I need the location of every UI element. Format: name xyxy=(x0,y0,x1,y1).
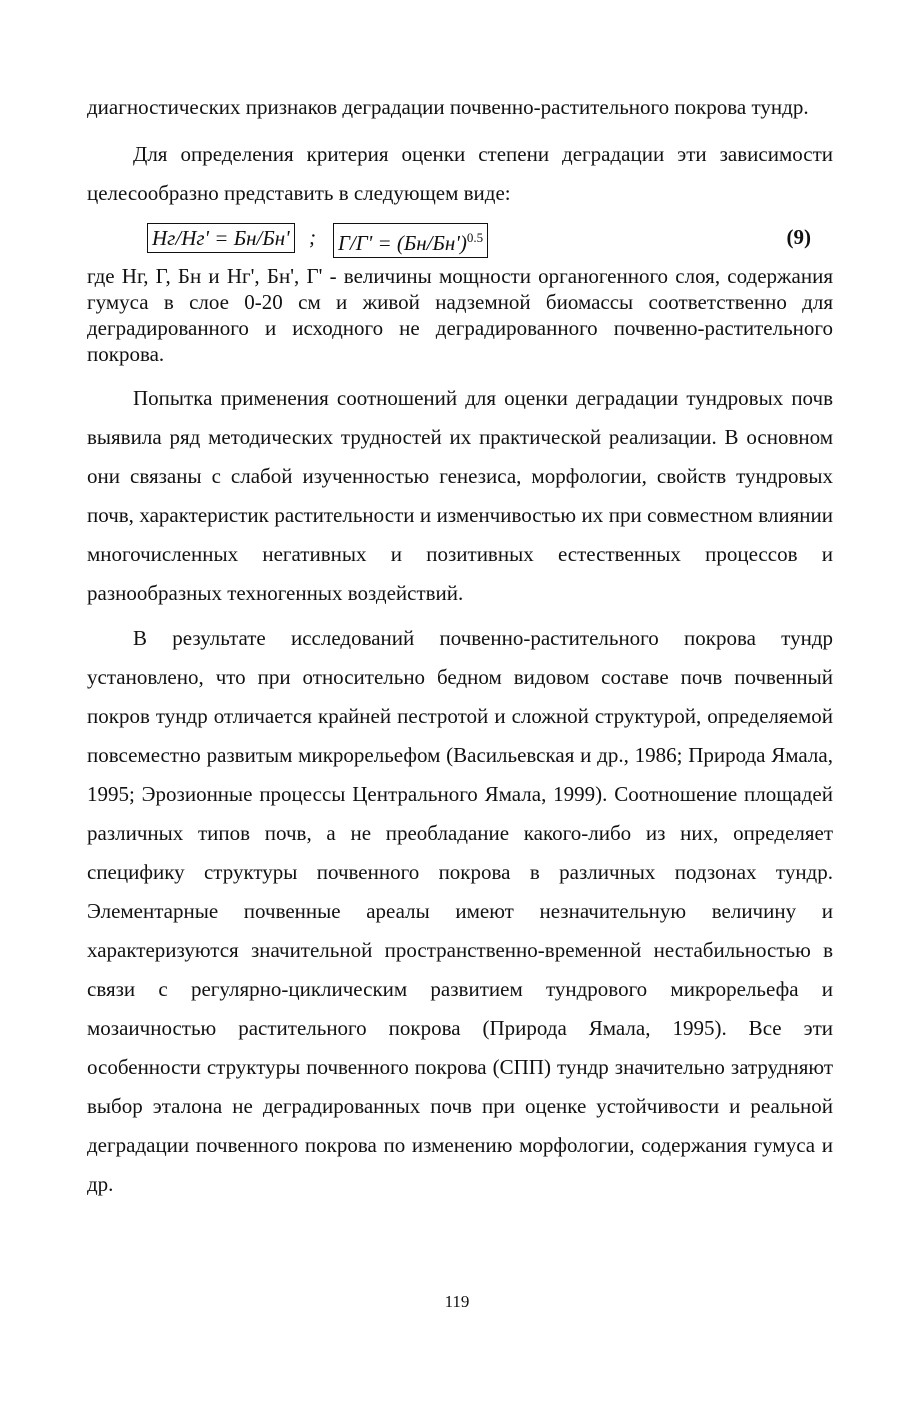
page-number: 119 xyxy=(444,1292,470,1311)
formula-box-2 xyxy=(333,223,488,258)
formula-box-1: Нг/Нг' = Бн/Бн' xyxy=(147,223,295,253)
paragraph-4: Попытка применения соотношений для оценки деградации тундровых почв выявила ряд методических трудностей их практической реализации. В основном они связаны с слабой изученностью генезиса, морфологии, свойств тундровых почв, характеристик растительности и изменчивостью их при совместном влиянии многочисленных негативных и позитивных естественных процессов и разнообразных техногенных воздействий. xyxy=(87,386,833,605)
paragraph-2: Для определения критерия оценки степени деградации эти зависимости целесообразно представить в следующем виде: xyxy=(87,142,833,205)
page-body xyxy=(87,88,833,1204)
paragraph-1: диагностических признаков деградации почвенно-растительного покрова тундр. xyxy=(87,95,809,119)
formula-2-exponent: 0.5 xyxy=(466,230,484,245)
formula-separator: ; xyxy=(309,225,316,249)
formula-9 xyxy=(87,219,833,259)
paragraph-5: В результате исследований почвенно-растительного покрова тундр установлено, что при относительно бедном видовом составе почв почвенный покров тундр отличается крайней пестротой и сложной структурой, определяемой повсеместно развитым микрорельефом (Васильевская и др., 1986; Природа Ямала, 1995; Эрозионные процессы Центрального Ямала, 1999). Соотношение площадей различных типов почв, а не преобладание какого-либо из них, определяет специфику структуры почвенного покрова в различных подзонах тундр. Элементарные почвенные ареалы имеют незначительную величину и характеризуются значительной пространственно-временной нестабильностью в связи с регулярно-циклическим развитием тундрового микрорельефа и мозаичностью растительного покрова (Природа Ямала, 1995). Все эти особенности структуры почвенного покрова (СПП) тундр значительно затрудняют выбор эталона не деградированных почв при оценке устойчивости и реальной деградации почвенного покрова по изменению морфологии, содержания гумуса и др. xyxy=(87,626,833,1196)
formula-number: (9) xyxy=(786,225,811,249)
paragraph-3: где Нг, Г, Бн и Нг', Бн', Г' - величины мощности органогенного слоя, содержания гумуса в слое 0-20 см и живой надземной биомассы соответственно для деградированного и исходного не деградированного почвенно-растительного покрова. xyxy=(87,264,833,366)
formula-2-base: Г/Г' = (Бн/Бн') xyxy=(338,231,467,255)
